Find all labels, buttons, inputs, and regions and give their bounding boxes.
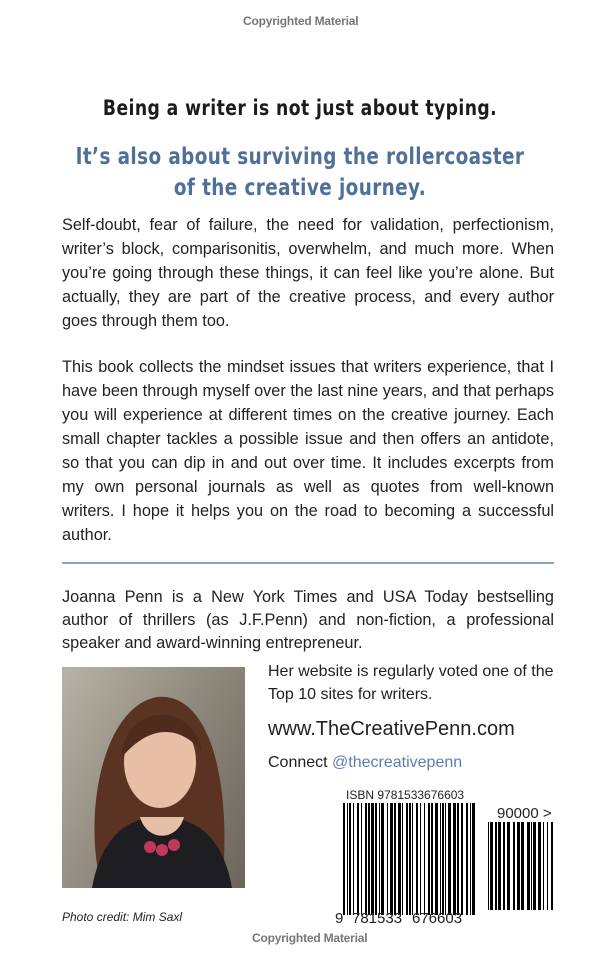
blurb-paragraph-1: Self-doubt, fear of failure, the need for validation, perfectionism, writer’s block, comparisonitis, overwhelm, and much more. When you’re going through these things, it can feel like you’re alone. But actually, they are part of the creative process, and every author goes through them too.	[62, 216, 554, 330]
headline: Being a writer is not just about typing.	[102, 96, 498, 120]
subheadline	[60, 142, 540, 204]
connect-label: Connect	[268, 754, 328, 771]
barcode-group-1: 781533	[352, 910, 403, 927]
author-photo	[62, 667, 245, 888]
copyright-watermark-top: Copyrighted Material	[243, 14, 359, 28]
isbn-label: ISBN 9781533676603	[346, 788, 465, 802]
barcode-first-digit: 9	[335, 910, 344, 927]
website-link[interactable]: www.TheCreativePenn.com	[268, 718, 515, 740]
connect-line	[268, 751, 462, 774]
author-bio: Joanna Penn is a New York Times and USA Today bestselling author of thrillers (as J.F.Penn) and non-fiction, a professional speaker and award-winning entrepreneur.	[62, 588, 554, 652]
divider	[62, 562, 554, 564]
twitter-handle[interactable]: @thecreativepenn	[332, 754, 463, 771]
barcode-addon: 90000 >	[497, 805, 552, 822]
blurb-paragraph-2: This book collects the mindset issues that writers experience, that I have been through myself over the last nine years, and that perhaps you will experience at different times on the creative journey. Each small chapter tackles a possible issue and then offers an antidote, so that you can dip in and out over time. It includes excerpts from my own personal journals as well as quotes from well-known writers. I hope it helps you on the road to becoming a successful author.	[62, 358, 554, 544]
subheadline-line: of the creative journey.	[173, 175, 427, 201]
addon-barcode-icon	[488, 822, 554, 910]
subheadline-line: It’s also about surviving the rollercoaster	[75, 144, 525, 170]
author-portrait-icon	[62, 667, 245, 888]
barcode-icon	[343, 803, 478, 918]
website-note: Her website is regularly voted one of the Top 10 sites for writers.	[268, 663, 554, 703]
photo-credit: Photo credit: Mim Saxl	[62, 910, 183, 924]
barcode-group-2: 676603	[412, 910, 463, 927]
copyright-watermark-bottom: Copyrighted Material	[252, 931, 368, 945]
